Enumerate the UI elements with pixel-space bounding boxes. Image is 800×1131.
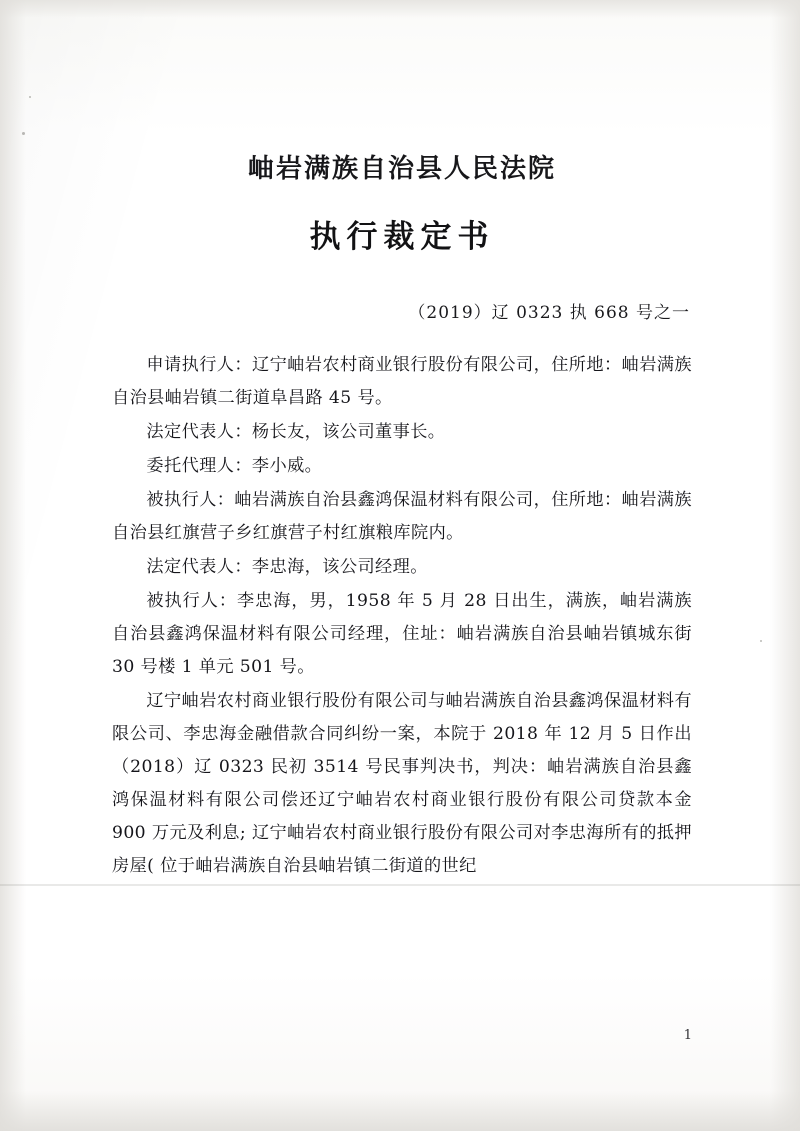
document-type-title: 执行裁定书 — [309, 219, 495, 255]
paragraph: 被执行人：李忠海，男，1958 年 5 月 28 日出生，满族，岫岩满族自治县鑫鸿保温材料有限公司经理，住址：岫岩满族自治县岫岩镇城东街 30 号楼 1 单元 501 号。 — [112, 591, 692, 677]
paragraph: 法定代表人：杨长友，该公司董事长。 — [146, 422, 446, 442]
scan-speck — [760, 640, 762, 642]
paragraph: 委托代理人：李小威。 — [146, 456, 323, 476]
scan-seam-line — [0, 884, 800, 886]
scan-edge-right — [770, 0, 800, 1131]
case-number: （2019）辽 0323 执 668 号之一 — [408, 303, 690, 323]
scan-edge-left — [0, 0, 26, 1131]
scan-edge-bottom — [0, 1091, 800, 1131]
court-name-heading: 岫岩满族自治县人民法院 — [247, 154, 556, 184]
scan-speck — [22, 132, 25, 135]
paragraph: 被执行人：岫岩满族自治县鑫鸿保温材料有限公司，住所地：岫岩满族自治县红旗营子乡红旗营子村红旗粮库院内。 — [112, 490, 692, 543]
scan-speck — [29, 96, 31, 98]
paragraph: 申请执行人：辽宁岫岩农村商业银行股份有限公司，住所地：岫岩满族自治县岫岩镇二街道阜昌路 45 号。 — [112, 355, 692, 408]
paragraph: 法定代表人：李忠海，该公司经理。 — [146, 557, 428, 577]
document-content — [112, 0, 692, 883]
document-body — [112, 349, 692, 883]
paragraph: 辽宁岫岩农村商业银行股份有限公司与岫岩满族自治县鑫鸿保温材料有限公司、李忠海金融借款合同纠纷一案，本院于 2018 年 12 月 5 日作出（2018）辽 0323 民初 3514 号民事判决书，判决：岫岩满族自治县鑫鸿保温材料有限公司偿还辽宁岫岩农村商业银行股份有限公司贷款本金 900 万元及利息; 辽宁岫岩农村商业银行股份有限公司对李忠海所有的抵押房屋( 位于岫岩满族自治县岫岩镇二街道的世纪 — [112, 691, 692, 876]
page-number: 1 — [683, 1028, 692, 1043]
